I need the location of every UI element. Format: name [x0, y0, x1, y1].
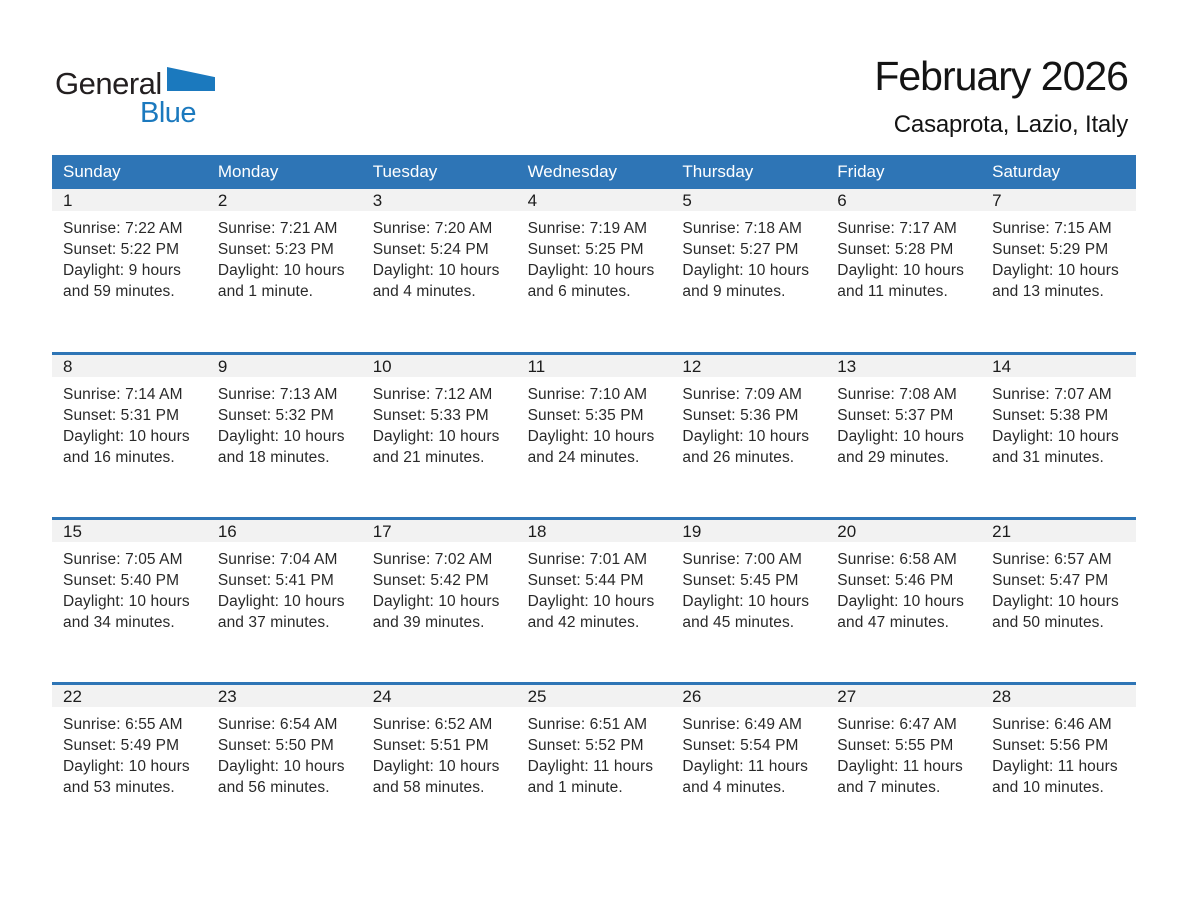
day-details	[826, 377, 981, 468]
day-details	[362, 707, 517, 798]
day-details	[826, 707, 981, 798]
day-details	[517, 211, 672, 302]
daylight-line: Daylight: 10 hours and 31 minutes.	[992, 428, 1119, 466]
day-number: 22	[52, 685, 207, 707]
sunrise-line: Sunrise: 7:04 AM	[217, 551, 338, 568]
day-details	[981, 707, 1136, 798]
daylight-line: Daylight: 10 hours and 39 minutes.	[372, 593, 500, 631]
sunrise-line: Sunrise: 7:15 AM	[992, 220, 1112, 237]
calendar-day-cell-15	[52, 520, 207, 682]
week-row-2	[52, 352, 1136, 517]
logo-word-general: General	[55, 66, 162, 101]
calendar-day-cell-25	[517, 685, 672, 847]
calendar-day-cell-17	[362, 520, 517, 682]
sunrise-line: Sunrise: 7:19 AM	[527, 220, 648, 237]
day-details	[981, 542, 1136, 633]
day-details	[207, 377, 362, 468]
sunrise-line: Sunrise: 7:18 AM	[682, 220, 803, 237]
calendar-day-cell-13	[826, 355, 981, 517]
calendar-day-cell-23	[207, 685, 362, 847]
daylight-line: Daylight: 11 hours and 10 minutes.	[992, 758, 1118, 796]
calendar-day-cell-18	[517, 520, 672, 682]
day-number: 18	[517, 520, 672, 542]
daylight-line: Daylight: 10 hours and 16 minutes.	[63, 428, 190, 466]
sunrise-line: Sunrise: 6:49 AM	[682, 716, 803, 733]
daylight-line: Daylight: 10 hours and 47 minutes.	[837, 593, 965, 631]
sunset-line: Sunset: 5:50 PM	[217, 737, 334, 754]
daylight-line: Daylight: 9 hours and 59 minutes.	[63, 262, 182, 300]
calendar-day-cell-21	[981, 520, 1136, 682]
daylight-line: Daylight: 10 hours and 58 minutes.	[372, 758, 500, 796]
sunrise-line: Sunrise: 7:10 AM	[527, 386, 648, 403]
daylight-line: Daylight: 10 hours and 24 minutes.	[527, 428, 655, 466]
weekday-header-row	[52, 155, 1136, 189]
daylight-line: Daylight: 10 hours and 1 minute.	[217, 262, 345, 300]
daylight-line: Daylight: 10 hours and 18 minutes.	[217, 428, 345, 466]
calendar-day-cell-8	[52, 355, 207, 517]
calendar-day-cell-19	[671, 520, 826, 682]
day-number: 13	[826, 355, 981, 377]
day-number: 4	[517, 189, 672, 211]
daylight-line: Daylight: 10 hours and 26 minutes.	[682, 428, 810, 466]
calendar-day-cell-7	[981, 189, 1136, 352]
daylight-line: Daylight: 11 hours and 7 minutes.	[837, 758, 963, 796]
sunrise-line: Sunrise: 7:17 AM	[837, 220, 957, 237]
week-row-4	[52, 682, 1136, 847]
daylight-line: Daylight: 10 hours and 50 minutes.	[992, 593, 1119, 631]
day-number: 5	[671, 189, 826, 211]
sunrise-line: Sunrise: 7:02 AM	[372, 551, 493, 568]
week-row-3	[52, 517, 1136, 682]
daylight-line: Daylight: 10 hours and 53 minutes.	[63, 758, 190, 796]
daylight-line: Daylight: 10 hours and 6 minutes.	[527, 262, 655, 300]
calendar-day-cell-27	[826, 685, 981, 847]
calendar-day-cell-4	[517, 189, 672, 352]
day-number: 27	[826, 685, 981, 707]
day-details	[517, 377, 672, 468]
weekday-header-tuesday: Tuesday	[372, 162, 438, 181]
sunrise-line: Sunrise: 7:22 AM	[63, 220, 183, 237]
day-details	[52, 707, 207, 798]
weekday-header-sunday: Sunday	[63, 162, 121, 181]
calendar-day-cell-5	[671, 189, 826, 352]
sunset-line: Sunset: 5:36 PM	[682, 407, 799, 424]
sunrise-line: Sunrise: 6:54 AM	[217, 716, 338, 733]
weekday-header-saturday: Saturday	[992, 162, 1061, 181]
week-row-1	[52, 189, 1136, 352]
calendar-day-cell-6	[826, 189, 981, 352]
day-details	[671, 542, 826, 633]
sunrise-line: Sunrise: 7:00 AM	[682, 551, 803, 568]
day-number: 12	[671, 355, 826, 377]
daylight-line: Daylight: 10 hours and 4 minutes.	[372, 262, 500, 300]
sunset-line: Sunset: 5:51 PM	[372, 737, 489, 754]
weekday-header-monday: Monday	[217, 162, 279, 181]
day-details	[671, 377, 826, 468]
day-details	[362, 377, 517, 468]
day-number: 2	[207, 189, 362, 211]
day-number: 19	[671, 520, 826, 542]
day-number: 24	[362, 685, 517, 707]
sunrise-line: Sunrise: 6:57 AM	[992, 551, 1112, 568]
sunrise-line: Sunrise: 7:14 AM	[63, 386, 183, 403]
sunset-line: Sunset: 5:25 PM	[527, 241, 644, 258]
daylight-line: Daylight: 10 hours and 13 minutes.	[992, 262, 1119, 300]
day-details	[981, 377, 1136, 468]
day-number: 21	[981, 520, 1136, 542]
daylight-line: Daylight: 10 hours and 29 minutes.	[837, 428, 965, 466]
day-number: 3	[362, 189, 517, 211]
sunset-line: Sunset: 5:23 PM	[217, 241, 334, 258]
sunset-line: Sunset: 5:54 PM	[682, 737, 799, 754]
daylight-line: Daylight: 10 hours and 37 minutes.	[217, 593, 345, 631]
sunset-line: Sunset: 5:28 PM	[837, 241, 954, 258]
general-blue-logo	[55, 66, 225, 128]
calendar-day-cell-24	[362, 685, 517, 847]
daylight-line: Daylight: 10 hours and 21 minutes.	[372, 428, 500, 466]
day-details	[671, 707, 826, 798]
sunrise-line: Sunrise: 7:05 AM	[63, 551, 183, 568]
sunset-line: Sunset: 5:46 PM	[837, 572, 954, 589]
sunrise-line: Sunrise: 7:01 AM	[527, 551, 648, 568]
sunrise-line: Sunrise: 6:52 AM	[372, 716, 493, 733]
sunset-line: Sunset: 5:40 PM	[63, 572, 180, 589]
sunset-line: Sunset: 5:37 PM	[837, 407, 954, 424]
sunrise-line: Sunrise: 7:07 AM	[992, 386, 1112, 403]
sunset-line: Sunset: 5:31 PM	[63, 407, 180, 424]
sunset-line: Sunset: 5:24 PM	[372, 241, 489, 258]
calendar-day-cell-14	[981, 355, 1136, 517]
sunrise-line: Sunrise: 7:09 AM	[682, 386, 803, 403]
day-number: 17	[362, 520, 517, 542]
day-number: 6	[826, 189, 981, 211]
header-title-block	[874, 53, 1128, 139]
day-details	[207, 211, 362, 302]
sunrise-line: Sunrise: 7:21 AM	[217, 220, 338, 237]
sunset-line: Sunset: 5:44 PM	[527, 572, 644, 589]
sunset-line: Sunset: 5:32 PM	[217, 407, 334, 424]
weekday-header-thursday: Thursday	[682, 162, 754, 181]
daylight-line: Daylight: 10 hours and 45 minutes.	[682, 593, 810, 631]
daylight-line: Daylight: 10 hours and 56 minutes.	[217, 758, 345, 796]
day-details	[207, 707, 362, 798]
day-number: 23	[207, 685, 362, 707]
sunrise-line: Sunrise: 7:12 AM	[372, 386, 493, 403]
sunrise-line: Sunrise: 6:51 AM	[527, 716, 648, 733]
day-number: 16	[207, 520, 362, 542]
calendar-day-cell-16	[207, 520, 362, 682]
calendar-day-cell-22	[52, 685, 207, 847]
logo-word-blue: Blue	[140, 97, 197, 129]
sunset-line: Sunset: 5:55 PM	[837, 737, 954, 754]
sunset-line: Sunset: 5:45 PM	[682, 572, 799, 589]
day-details	[52, 377, 207, 468]
daylight-line: Daylight: 10 hours and 11 minutes.	[837, 262, 965, 300]
day-details	[52, 542, 207, 633]
day-number: 1	[52, 189, 207, 211]
calendar-day-cell-1	[52, 189, 207, 352]
sunrise-line: Sunrise: 7:08 AM	[837, 386, 957, 403]
sunset-line: Sunset: 5:52 PM	[527, 737, 644, 754]
calendar-day-cell-26	[671, 685, 826, 847]
day-details	[362, 211, 517, 302]
calendar-day-cell-11	[517, 355, 672, 517]
day-details	[517, 707, 672, 798]
sunset-line: Sunset: 5:29 PM	[992, 241, 1109, 258]
sunrise-line: Sunrise: 6:55 AM	[63, 716, 183, 733]
daylight-line: Daylight: 10 hours and 42 minutes.	[527, 593, 655, 631]
sunset-line: Sunset: 5:33 PM	[372, 407, 489, 424]
calendar-day-cell-10	[362, 355, 517, 517]
sunset-line: Sunset: 5:35 PM	[527, 407, 644, 424]
sunrise-line: Sunrise: 7:13 AM	[217, 386, 338, 403]
calendar-day-cell-28	[981, 685, 1136, 847]
sunset-line: Sunset: 5:41 PM	[217, 572, 334, 589]
sunrise-line: Sunrise: 7:20 AM	[372, 220, 493, 237]
sunset-line: Sunset: 5:22 PM	[63, 241, 180, 258]
day-number: 28	[981, 685, 1136, 707]
page-title: February 2026	[874, 53, 1128, 99]
day-number: 7	[981, 189, 1136, 211]
sunset-line: Sunset: 5:49 PM	[63, 737, 180, 754]
day-details	[981, 211, 1136, 302]
day-number: 20	[826, 520, 981, 542]
day-number: 11	[517, 355, 672, 377]
day-details	[207, 542, 362, 633]
sunrise-line: Sunrise: 6:46 AM	[992, 716, 1112, 733]
daylight-line: Daylight: 10 hours and 9 minutes.	[682, 262, 810, 300]
page-subtitle: Casaprota, Lazio, Italy	[893, 111, 1128, 138]
sunset-line: Sunset: 5:38 PM	[992, 407, 1109, 424]
sunrise-line: Sunrise: 6:47 AM	[837, 716, 957, 733]
day-details	[826, 211, 981, 302]
sunset-line: Sunset: 5:47 PM	[992, 572, 1109, 589]
calendar-day-cell-12	[671, 355, 826, 517]
daylight-line: Daylight: 11 hours and 4 minutes.	[682, 758, 809, 796]
day-details	[362, 542, 517, 633]
day-number: 25	[517, 685, 672, 707]
day-number: 8	[52, 355, 207, 377]
sunset-line: Sunset: 5:42 PM	[372, 572, 489, 589]
calendar-weeks	[52, 189, 1136, 847]
day-number: 14	[981, 355, 1136, 377]
calendar	[52, 155, 1136, 847]
sunset-line: Sunset: 5:27 PM	[682, 241, 799, 258]
day-details	[671, 211, 826, 302]
sunset-line: Sunset: 5:56 PM	[992, 737, 1109, 754]
daylight-line: Daylight: 10 hours and 34 minutes.	[63, 593, 190, 631]
calendar-day-cell-2	[207, 189, 362, 352]
day-number: 26	[671, 685, 826, 707]
day-number: 10	[362, 355, 517, 377]
weekday-header-wednesday: Wednesday	[527, 162, 618, 181]
sunrise-line: Sunrise: 6:58 AM	[837, 551, 957, 568]
day-details	[826, 542, 981, 633]
day-number: 15	[52, 520, 207, 542]
calendar-day-cell-20	[826, 520, 981, 682]
weekday-header-friday: Friday	[837, 162, 885, 181]
calendar-day-cell-9	[207, 355, 362, 517]
calendar-day-cell-3	[362, 189, 517, 352]
day-details	[52, 211, 207, 302]
day-details	[517, 542, 672, 633]
daylight-line: Daylight: 11 hours and 1 minute.	[527, 758, 654, 796]
day-number: 9	[207, 355, 362, 377]
